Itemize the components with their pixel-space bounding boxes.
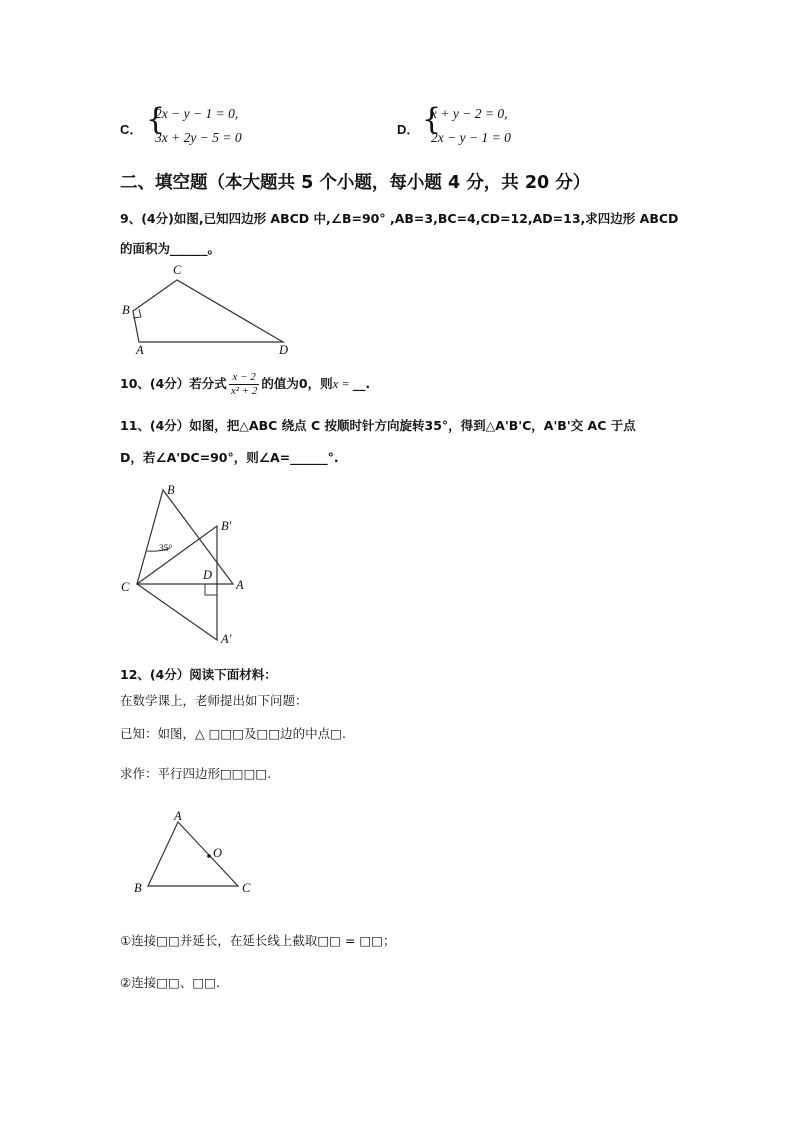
label-a: A (236, 578, 244, 592)
triangle-abc (148, 822, 238, 886)
q12-text-line4: 求作：平行四边形□□□□. (120, 766, 272, 781)
angle-35-label: 35° (159, 544, 173, 554)
q9-text-line2 (120, 239, 220, 257)
label-c: C (242, 881, 251, 895)
label-b: B (134, 881, 142, 895)
q11-text-line2 (120, 448, 339, 466)
label-b: B (122, 303, 130, 317)
triangle-abc (137, 490, 233, 584)
option-d-equation-2: 2x − y − 1 = 0 (431, 130, 511, 145)
brace-symbol: { (146, 102, 166, 137)
label-b-prime: B′ (221, 519, 232, 533)
label-a: A (136, 343, 144, 357)
q10-blank: __. (352, 376, 371, 391)
midpoint-o-dot (207, 854, 211, 858)
q12-step1: ①连接□□并延长，在延长线上截取□□ = □□； (120, 933, 396, 948)
option-c-letter: C． (120, 122, 143, 137)
q12-text-line1 (120, 665, 277, 683)
option-d-letter: D． (397, 122, 420, 137)
label-o: O (213, 846, 223, 860)
option-c-equation-1: 2x − y − 1 = 0, (155, 106, 239, 121)
q10-fraction (229, 371, 260, 398)
q11-text-line1 (120, 416, 636, 434)
q11-line2: D，若∠A'DC=90°，则∠A=______°. (120, 450, 339, 465)
option-d-equation-1: x + y − 2 = 0, (431, 106, 508, 121)
fraction-numerator: x − 2 (229, 371, 260, 385)
label-d: D (279, 343, 289, 357)
option-c-equation-2: 3x + 2y − 5 = 0 (155, 130, 242, 145)
q10-suffix: 的值为0，则 (261, 376, 333, 391)
section-title: 二、填空题（本大题共 5 个小题，每小题 4 分，共 20 分） (120, 173, 591, 193)
q9-text-line1 (120, 209, 678, 227)
label-c: C (173, 263, 182, 277)
quadrilateral-abcd (133, 280, 283, 342)
q12-text-line2: 在数学课上，老师提出如下问题： (120, 693, 308, 708)
brace-symbol: { (422, 102, 442, 137)
label-a-prime: A′ (221, 632, 232, 646)
q9-line2: 的面积为______。 (120, 241, 221, 256)
right-angle-mark (205, 584, 217, 595)
q12-line1: 12、(4分）阅读下面材料： (120, 667, 277, 682)
q9-quadrilateral-figure (115, 258, 305, 358)
label-a: A (174, 810, 182, 823)
q10-prefix: 10、(4分）若分式 (120, 376, 227, 391)
q12-step2: ②连接□□、□□. (120, 975, 220, 990)
label-c: C (121, 580, 130, 594)
q11-rotation-figure (115, 474, 255, 654)
q9-line1: 9、(4分)如图,已知四边形 ABCD 中,∠B=90° ,AB=3,BC=4,CD=12,AD=13,求四边形 ABCD (120, 211, 679, 226)
q10-text (120, 371, 370, 398)
q12-text-line3: 已知：如图，△ □□□及□□边的中点□. (120, 726, 346, 741)
q11-line1: 11、(4分）如图，把△ABC 绕点 C 按顺时针方向旋转35°，得到△A'B'C，A'B'交 AC 于点 (120, 418, 636, 433)
fraction-denominator: x² + 2 (230, 385, 258, 397)
q10-variable: x = (332, 377, 353, 391)
label-b: B (167, 483, 175, 497)
triangle-a-prime-b-prime-c (137, 526, 217, 640)
label-d: D (203, 568, 213, 582)
q12-triangle-figure (128, 810, 268, 900)
